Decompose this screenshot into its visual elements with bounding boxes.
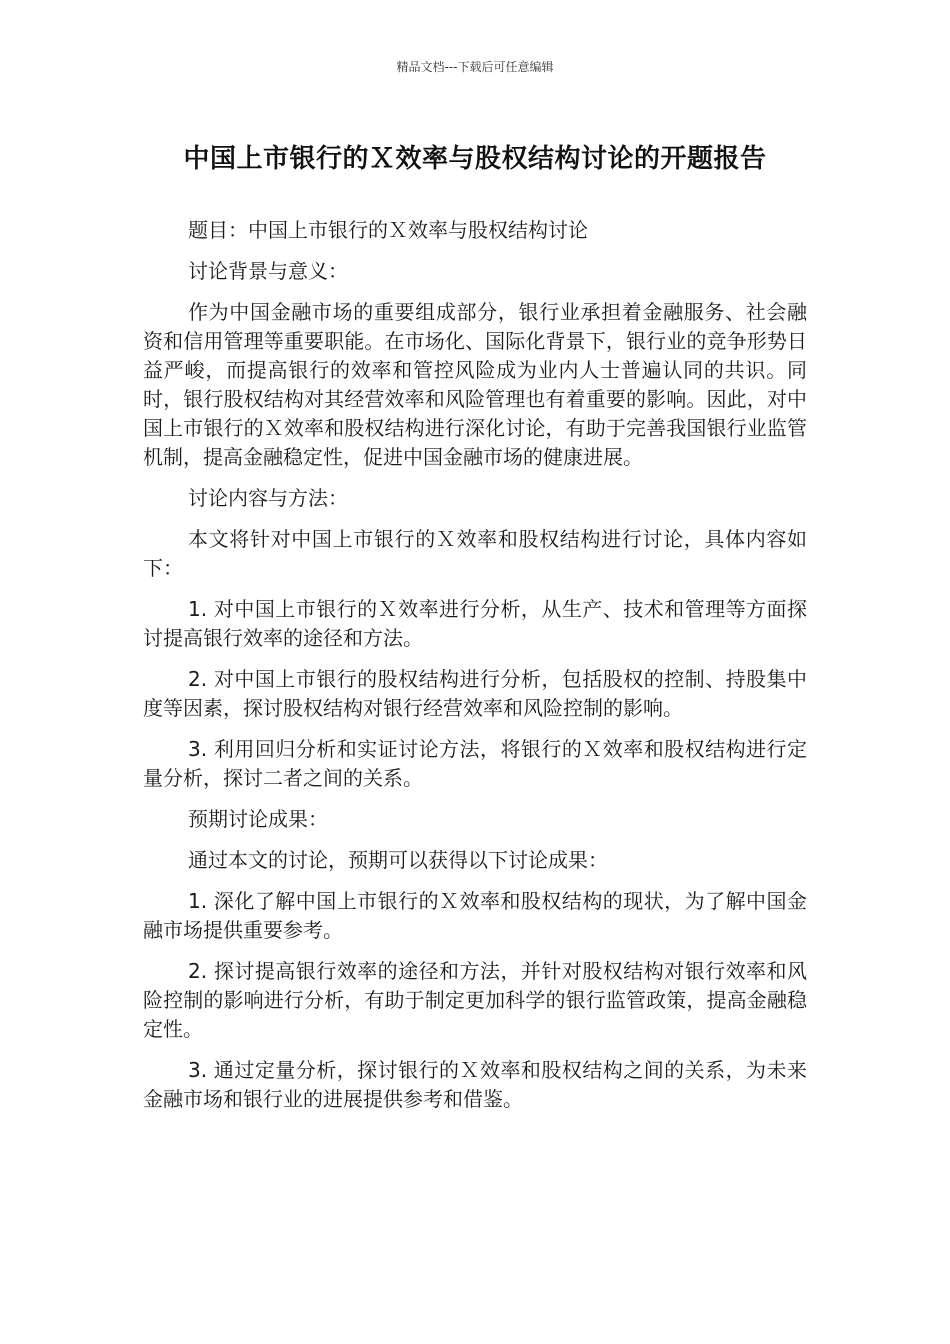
methods-intro-paragraph: 本文将针对中国上市银行的Ｘ效率和股权结构进行讨论，具体内容如下： bbox=[143, 527, 807, 580]
section-heading-background: 讨论背景与意义： bbox=[188, 259, 348, 283]
document-body bbox=[143, 216, 807, 1126]
page-header-note: 精品文档---下载后可任意编辑 bbox=[396, 60, 554, 74]
section-heading-methods: 讨论内容与方法： bbox=[188, 486, 348, 510]
methods-item-1: 1. 对中国上市银行的Ｘ效率进行分析，从生产、技术和管理等方面探讨提高银行效率的途径和方法。 bbox=[143, 597, 807, 650]
outcomes-item-1: 1. 深化了解中国上市银行的Ｘ效率和股权结构的现状，为了解中国金融市场提供重要参考。 bbox=[143, 889, 807, 942]
section-heading-outcomes: 预期讨论成果： bbox=[188, 807, 328, 831]
document-title: 中国上市银行的Ｘ效率与股权结构讨论的开题报告 bbox=[183, 144, 767, 174]
outcomes-item-3: 3. 通过定量分析，探讨银行的Ｘ效率和股权结构之间的关系，为未来金融市场和银行业的进展提供参考和借鉴。 bbox=[143, 1058, 807, 1111]
methods-item-3: 3. 利用回归分析和实证讨论方法，将银行的Ｘ效率和股权结构进行定量分析，探讨二者之间的关系。 bbox=[143, 737, 807, 790]
outcomes-intro-paragraph: 通过本文的讨论，预期可以获得以下讨论成果： bbox=[188, 848, 608, 872]
methods-item-2: 2. 对中国上市银行的股权结构进行分析，包括股权的控制、持股集中度等因素，探讨股权结构对银行经营效率和风险控制的影响。 bbox=[143, 667, 807, 720]
outcomes-item-2: 2. 探讨提高银行效率的途径和方法，并针对股权结构对银行效率和风险控制的影响进行分析，有助于制定更加科学的银行监管政策，提高金融稳定性。 bbox=[143, 959, 807, 1041]
topic-line: 题目：中国上市银行的Ｘ效率与股权结构讨论 bbox=[188, 218, 588, 242]
background-paragraph: 作为中国金融市场的重要组成部分，银行业承担着金融服务、社会融资和信用管理等重要职能。在市场化、国际化背景下，银行业的竞争形势日益严峻，而提高银行的效率和管控风险成为业内人士普遍认同的共识。同时，银行股权结构对其经营效率和风险管理也有着重要的影响。因此，对中国上市银行的Ｘ效率和股权结构进行深化讨论，有助于完善我国银行业监管机制，提高金融稳定性，促进中国金融市场的健康进展。 bbox=[143, 300, 807, 469]
